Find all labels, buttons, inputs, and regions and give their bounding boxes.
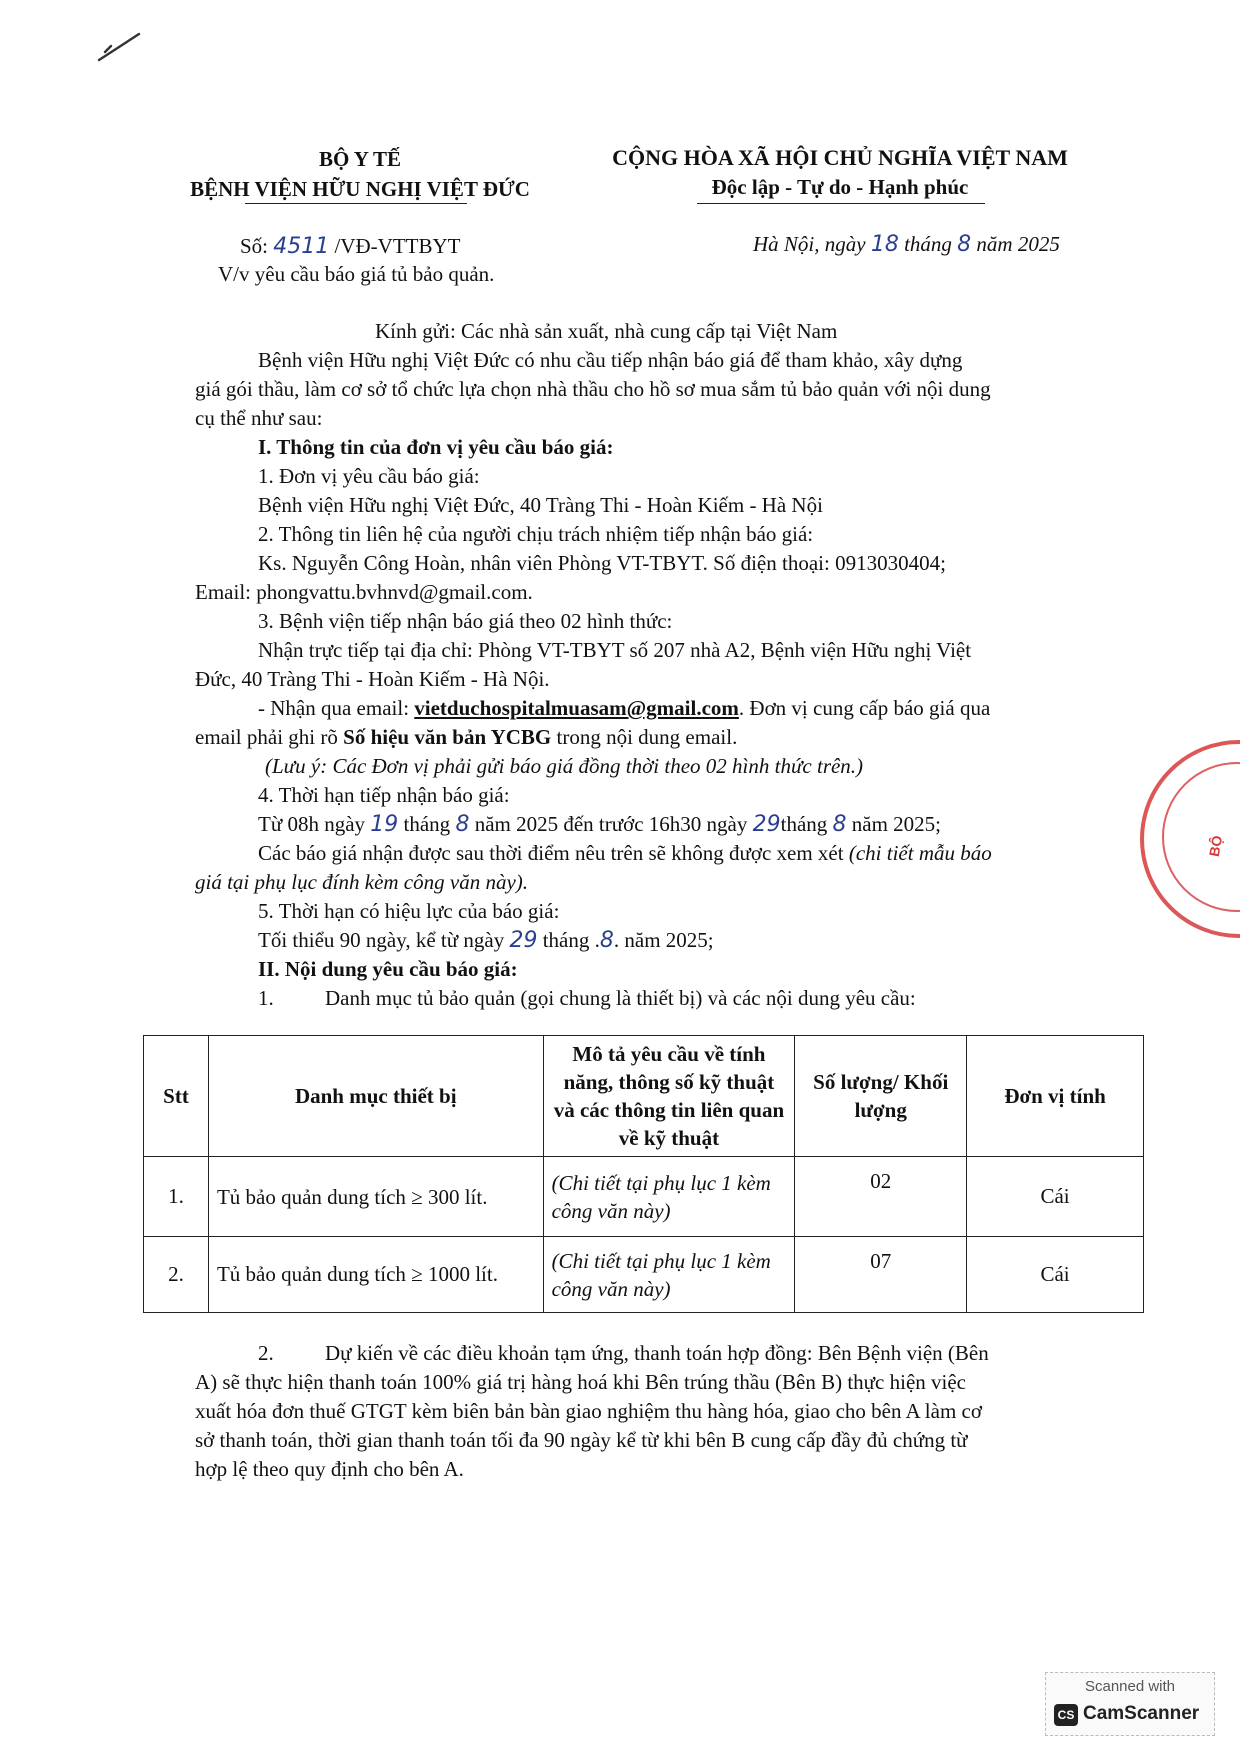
cell-unit: Cái bbox=[967, 1157, 1144, 1237]
cell-stt: 1. bbox=[144, 1157, 209, 1237]
hospital-name: BỆNH VIỆN HỮU NGHỊ VIỆT ĐỨC bbox=[190, 177, 530, 201]
subject-line: V/v yêu cầu báo giá tủ bảo quản. bbox=[218, 262, 495, 286]
header-underline-right bbox=[697, 203, 985, 204]
item-1-2-contact: Ks. Nguyễn Công Hoàn, nhân viên Phòng VT-TBYT. Số điện thoại: 0913030404; bbox=[258, 551, 946, 575]
item-1-4-period: Từ 08h ngày 19 tháng 8 năm 2025 đến trước 16h30 ngày 29tháng 8 năm 2025; bbox=[258, 812, 942, 837]
scanner-caption: Scanned with bbox=[1084, 1678, 1176, 1695]
item-1-5-label: 5. Thời hạn có hiệu lực của báo giá: bbox=[258, 899, 560, 923]
item-2-1-text: Danh mục tủ bảo quản (gọi chung là thiết bị) và các nội dung yêu cầu: bbox=[325, 986, 916, 1010]
item-1-3-email-note: email phải ghi rõ Số hiệu văn bản YCBG trong nội dung email. bbox=[195, 725, 738, 749]
table-row bbox=[144, 1237, 1144, 1313]
motto: Độc lập - Tự do - Hạnh phúc bbox=[711, 175, 969, 199]
item-1-2-email: Email: phongvattu.bvhnvd@gmail.com. bbox=[195, 580, 533, 604]
cell-desc: (Chi tiết tại phụ lục 1 kèm công văn này) bbox=[543, 1237, 795, 1313]
issue-date: Hà Nội, ngày 18 tháng 8 năm 2025 bbox=[753, 232, 1060, 257]
cell-stt: 2. bbox=[144, 1237, 209, 1313]
item-1-3-address-2: Đức, 40 Tràng Thi - Hoàn Kiếm - Hà Nội. bbox=[195, 667, 550, 691]
cell-item: Tủ bảo quản dung tích ≥ 1000 lít. bbox=[208, 1237, 543, 1313]
item-2-2-line-3: xuất hóa đơn thuế GTGT kèm biên bản bàn giao nghiệm thu hàng hóa, giao cho bên A làm cơ bbox=[195, 1399, 982, 1423]
item-2-2-line-1: Dự kiến về các điều khoản tạm ứng, thanh toán hợp đồng: Bên Bệnh viện (Bên bbox=[325, 1341, 989, 1365]
cell-unit: Cái bbox=[967, 1237, 1144, 1313]
item-1-2-label: 2. Thông tin liên hệ của người chịu trách nhiệm tiếp nhận báo giá: bbox=[258, 522, 814, 546]
item-1-3-email-line: - Nhận qua email: vietduchospitalmuasam@gmail.com. Đơn vị cung cấp báo giá qua bbox=[258, 696, 991, 720]
date-month-handwritten: 8 bbox=[957, 232, 972, 257]
table-row bbox=[144, 1157, 1144, 1237]
section-1-heading: I. Thông tin của đơn vị yêu cầu báo giá: bbox=[258, 435, 614, 459]
col-header-unit: Đơn vị tính bbox=[967, 1036, 1144, 1157]
item-2-2-line-4: sở thanh toán, thời gian thanh toán tối đa 90 ngày kể từ khi bên B cung cấp đầy đủ chứng từ bbox=[195, 1428, 968, 1452]
date-day-handwritten: 18 bbox=[870, 232, 899, 257]
col-header-qty: Số lượng/ Khối lượng bbox=[795, 1036, 967, 1157]
item-1-3-notice: (Lưu ý: Các Đơn vị phải gửi báo giá đồng thời theo 02 hình thức trên.) bbox=[265, 754, 864, 778]
cell-desc: (Chi tiết tại phụ lục 1 kèm công văn này) bbox=[543, 1157, 795, 1237]
cell-qty: 02 bbox=[795, 1157, 967, 1237]
col-header-item: Danh mục thiết bị bbox=[208, 1036, 543, 1157]
cell-qty: 07 bbox=[795, 1237, 967, 1313]
intro-line-3: cụ thể như sau: bbox=[195, 406, 323, 430]
col-header-stt: Stt bbox=[144, 1036, 209, 1157]
handwritten-mark bbox=[95, 28, 145, 68]
scanner-brand: CamScanner bbox=[1083, 1703, 1200, 1724]
item-1-4-note-1: Các báo giá nhận được sau thời điểm nêu trên sẽ không được xem xét (chi tiết mẫu báo bbox=[258, 841, 992, 865]
camscanner-logo-icon: CS bbox=[1054, 1704, 1078, 1726]
document-number: Số: 4511 /VĐ-VTTBYT bbox=[240, 234, 461, 259]
recipient-line: Kính gửi: Các nhà sản xuất, nhà cung cấp tại Việt Nam bbox=[375, 319, 838, 343]
item-1-3-address-1: Nhận trực tiếp tại địa chỉ: Phòng VT-TBYT số 207 nhà A2, Bệnh viện Hữu nghị Việt bbox=[258, 638, 972, 662]
intro-line-1: Bệnh viện Hữu nghị Việt Đức có nhu cầu tiếp nhận báo giá để tham khảo, xây dựng bbox=[258, 348, 963, 372]
item-2-1-number: 1. bbox=[258, 986, 274, 1010]
header-underline-left bbox=[245, 203, 467, 204]
item-2-2-line-2: A) sẽ thực hiện thanh toán 100% giá trị hàng hoá khi Bên trúng thầu (Bên B) thực hiện việc bbox=[195, 1370, 966, 1394]
scanner-watermark bbox=[1045, 1672, 1215, 1736]
item-1-4-label: 4. Thời hạn tiếp nhận báo giá: bbox=[258, 783, 510, 807]
item-1-1-label: 1. Đơn vị yêu cầu báo giá: bbox=[258, 464, 480, 488]
item-1-1-value: Bệnh viện Hữu nghị Việt Đức, 40 Tràng Thi - Hoàn Kiếm - Hà Nội bbox=[258, 493, 823, 517]
submission-email-link[interactable]: vietduchospitalmuasam@gmail.com bbox=[414, 696, 739, 720]
section-2-heading: II. Nội dung yêu cầu báo giá: bbox=[258, 957, 518, 981]
item-1-4-note-2: giá tại phụ lục đính kèm công văn này). bbox=[195, 870, 529, 894]
item-1-3-label: 3. Bệnh viện tiếp nhận báo giá theo 02 hình thức: bbox=[258, 609, 673, 633]
ministry-name: BỘ Y TẾ bbox=[318, 147, 402, 171]
intro-line-2: giá gói thầu, làm cơ sở tổ chức lựa chọn nhà thầu cho hồ sơ mua sắm tủ bảo quản với nội dung bbox=[195, 377, 991, 401]
item-2-2-line-5: hợp lệ theo quy định cho bên A. bbox=[195, 1457, 464, 1481]
republic-title: CỘNG HÒA XÃ HỘI CHỦ NGHĨA VIỆT NAM bbox=[612, 145, 1068, 170]
cell-item: Tủ bảo quản dung tích ≥ 300 lít. bbox=[208, 1157, 543, 1237]
equipment-table bbox=[143, 1035, 1144, 1313]
col-header-desc: Mô tả yêu cầu về tính năng, thông số kỹ thuật và các thông tin liên quan về kỹ thuật bbox=[543, 1036, 795, 1157]
item-2-2-number: 2. bbox=[258, 1341, 274, 1365]
doc-number-handwritten: 4511 bbox=[273, 234, 330, 259]
table-header-row bbox=[144, 1036, 1144, 1157]
seal-text: BỘ bbox=[1205, 834, 1226, 858]
item-1-5-validity: Tối thiểu 90 ngày, kể từ ngày 29 tháng .8. năm 2025; bbox=[258, 928, 714, 953]
